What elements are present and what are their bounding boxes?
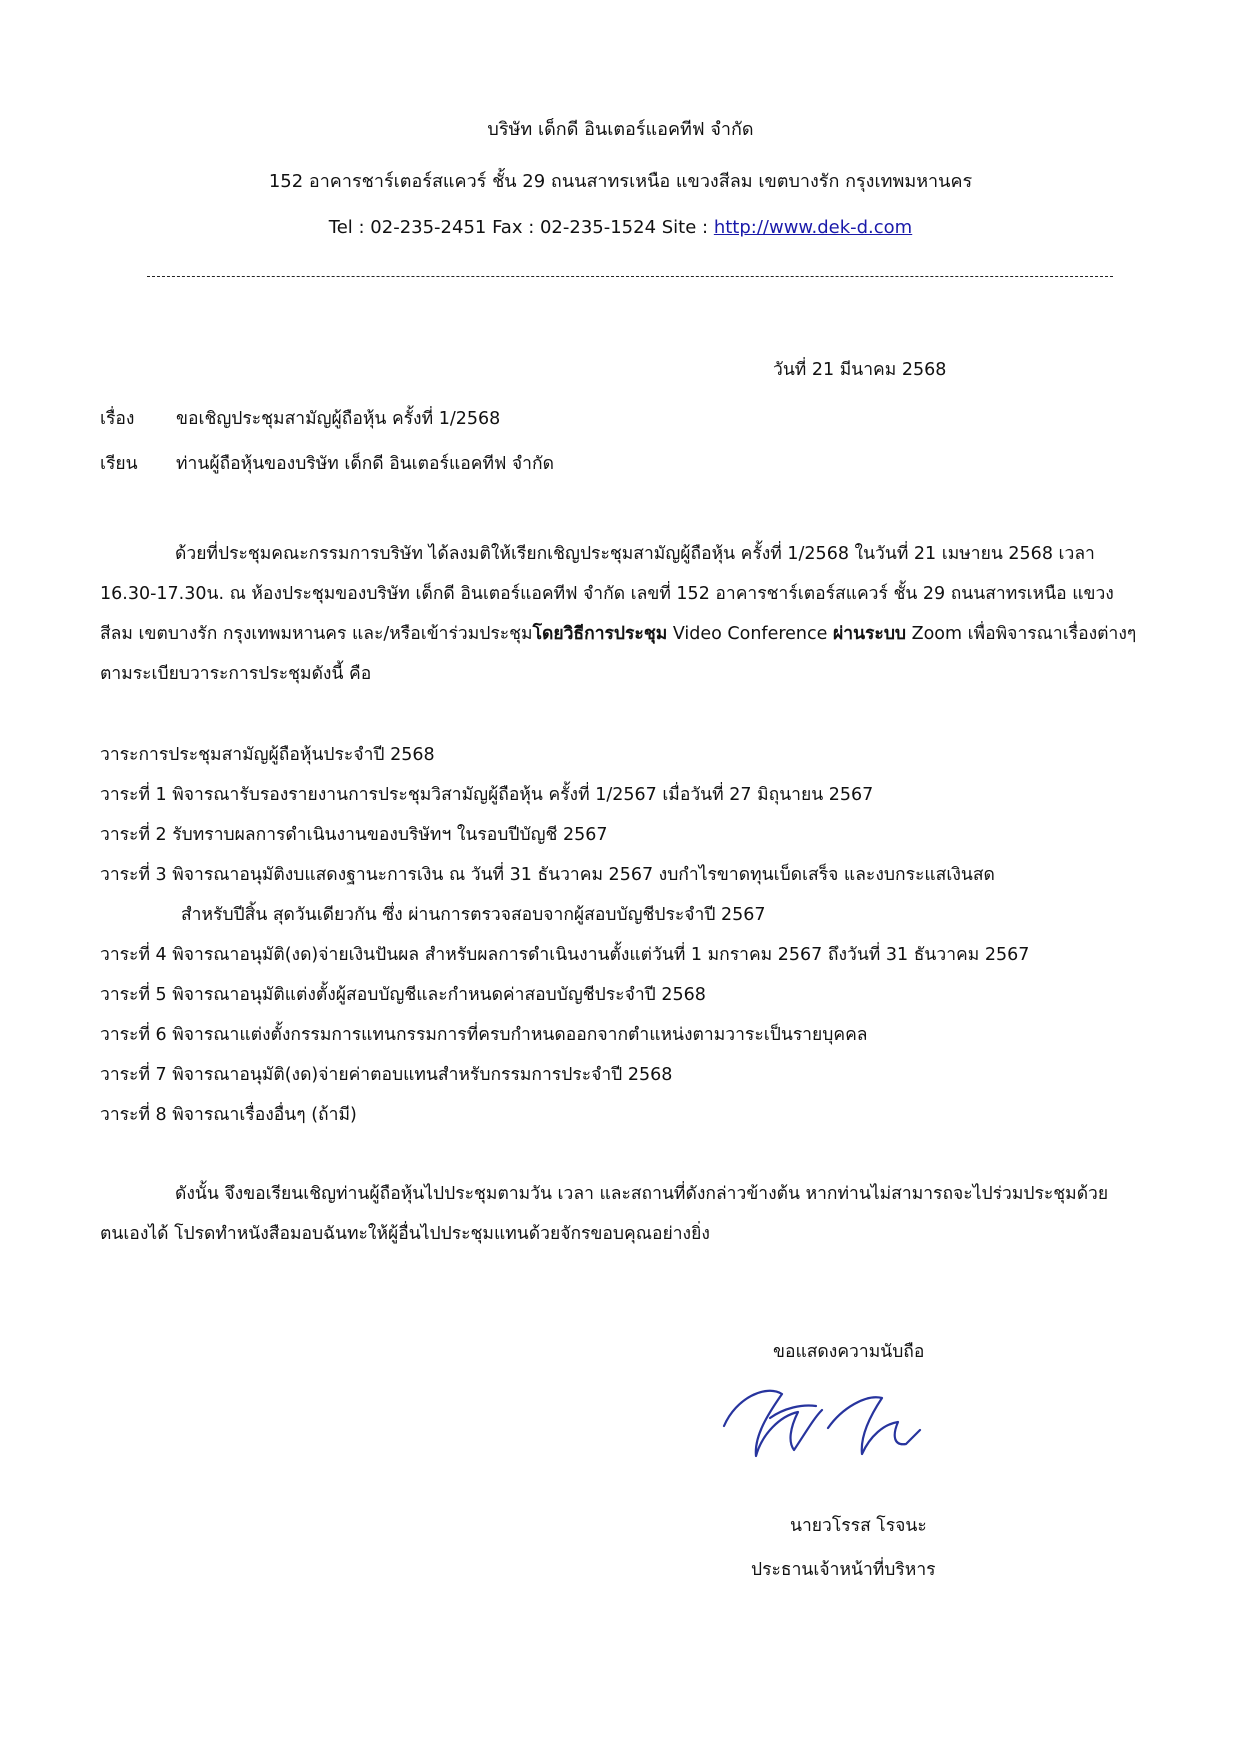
- agenda-item: วาระที่ 4 พิจารณาอนุมัติ(งด)จ่ายเงินปันผล สำหรับผลการดำเนินงานตั้งแต่วันที่ 1 มกราคม 2567 ถึงวันที่ 31 ธันวาคม 2567: [100, 945, 1030, 965]
- intro-text-1: ด้วยที่ประชุมคณะกรรมการบริษัท ได้ลงมติให้เรียกเชิญประชุมสามัญผู้ถือหุ้น ครั้งที่ 1/2568 ในวันที่ 21 เมษายน 2568 เวลา 16.30-17.30น. ณ ห้องประชุมของบริษัท เด็กดี อินเตอร์แอคทีฟ จำกัด เลขที่ 152 อาคารชาร์เตอร์สแควร์ ชั้น 29 ถนนสาทรเหนือ แขวงสีลม เขตบางรัก กรุงเทพมหานคร และ/หรือเข้าร่วมประชุม: [100, 544, 1114, 644]
- site-link[interactable]: http://www.dek-d.com: [713, 217, 913, 238]
- agenda-item: วาระที่ 7 พิจารณาอนุมัติ(งด)จ่ายค่าตอบแทนสำหรับกรรมการประจำปี 2568: [100, 1065, 673, 1085]
- recipient-text: ท่านผู้ถือหุ้นของบริษัท เด็กดี อินเตอร์แอคทีฟ จำกัด: [176, 454, 554, 474]
- agenda-heading: วาระการประชุมสามัญผู้ถือหุ้นประจำปี 2568: [100, 745, 435, 765]
- agenda-item: วาระที่ 5 พิจารณาอนุมัติแต่งตั้งผู้สอบบัญชีและกำหนดค่าสอบบัญชีประจำปี 2568: [100, 985, 706, 1005]
- letter-date: วันที่ 21 มีนาคม 2568: [773, 360, 947, 380]
- closing-text: ดังนั้น จึงขอเรียนเชิญท่านผู้ถือหุ้นไปประชุมตามวัน เวลา และสถานที่ดังกล่าวข้างต้น หากท่านไม่สามารถจะไปร่วมประชุมด้วยตนเองได้ โปรดทำหนังสือมอบฉันทะให้ผู้อื่นไปประชุมแทนด้วยจักรขอบคุณอย่างยิ่ง: [100, 1184, 1109, 1244]
- signatory-title: ประธานเจ้าหน้าที่บริหาร: [751, 1560, 936, 1580]
- agenda-item: วาระที่ 8 พิจารณาเรื่องอื่นๆ (ถ้ามี): [100, 1105, 357, 1125]
- signatory-name: นายวโรรส โรจนะ: [790, 1516, 927, 1536]
- intro-bold-1: โดยวิธีการประชุม: [532, 624, 668, 644]
- company-address: 152 อาคารชาร์เตอร์สแควร์ ชั้น 29 ถนนสาทรเหนือ แขวงสีลม เขตบางรัก กรุงเทพมหานคร: [268, 171, 973, 192]
- agenda-item: วาระที่ 1 พิจารณารับรองรายงานการประชุมวิสามัญผู้ถือหุ้น ครั้งที่ 1/2567 เมื่อวันที่ 27 มิถุนายน 2567: [100, 785, 874, 805]
- contact-phone-fax: Tel : 02-235-2451 Fax : 02-235-1524 Site :: [328, 217, 714, 238]
- intro-bold-2: ผ่านระบบ: [832, 624, 907, 644]
- salutation: ขอแสดงความนับถือ: [773, 1342, 925, 1362]
- agenda-item: วาระที่ 3 พิจารณาอนุมัติงบแสดงฐานะการเงิน ณ วันที่ 31 ธันวาคม 2567 งบกำไรขาดทุนเบ็ดเสร็จ และงบกระแสเงินสด: [100, 865, 995, 885]
- intro-paragraph: [100, 534, 1140, 694]
- company-contact: [0, 217, 1241, 238]
- agenda-item: วาระที่ 2 รับทราบผลการดำเนินงานของบริษัทฯ ในรอบปีบัญชี 2567: [100, 825, 608, 845]
- agenda-item: วาระที่ 6 พิจารณาแต่งตั้งกรรมการแทนกรรมการที่ครบกำหนดออกจากตำแหน่งตามวาระเป็นรายบุคคล: [100, 1025, 868, 1045]
- signature-image: [710, 1372, 940, 1482]
- intro-text-3: Zoom เพื่อพิจารณาเรื่องต่างๆตามระเบียบวาระการประชุมดังนี้ คือ: [100, 624, 1137, 684]
- subject-label: เรื่อง: [100, 409, 135, 429]
- subject-text: ขอเชิญประชุมสามัญผู้ถือหุ้น ครั้งที่ 1/2568: [176, 409, 501, 429]
- recipient-label: เรียน: [100, 454, 138, 474]
- company-name: บริษัท เด็กดี อินเตอร์แอคทีฟ จำกัด: [487, 119, 754, 140]
- intro-text-2: Video Conference: [667, 624, 833, 644]
- closing-paragraph: [100, 1174, 1140, 1254]
- agenda-item-continuation: สำหรับปีสิ้น สุดวันเดียวกัน ซึ่ง ผ่านการตรวจสอบจากผู้สอบบัญชีประจำปี 2567: [181, 905, 766, 925]
- header-separator: [147, 276, 1113, 277]
